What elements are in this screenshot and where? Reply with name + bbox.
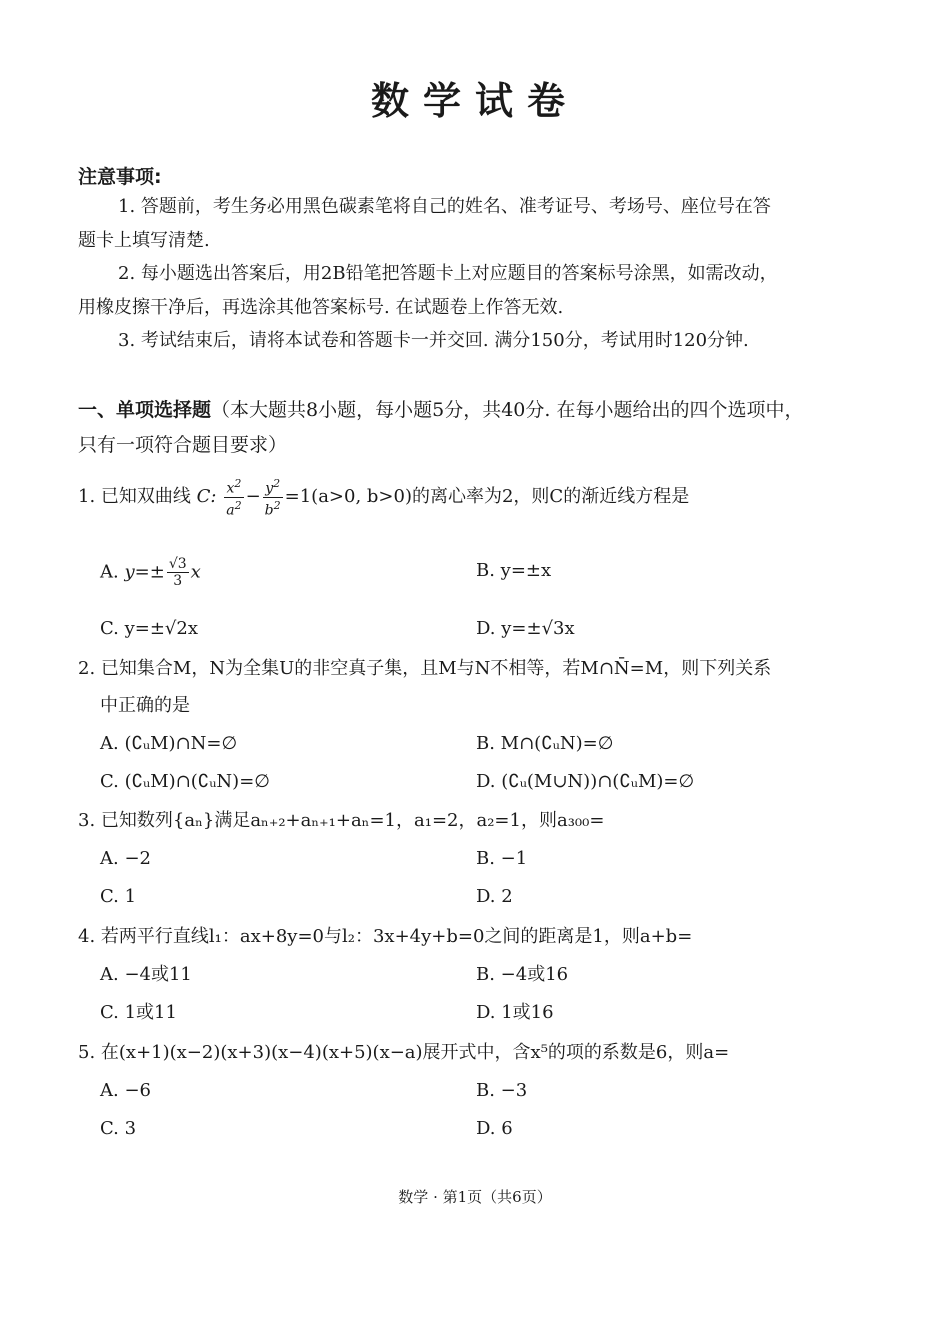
q2-option-a: A. (∁ᵤM)∩N=∅	[100, 733, 238, 754]
q1-option-c: C. y=±√2x	[100, 618, 198, 639]
q5-option-c: C. 3	[100, 1118, 137, 1139]
q3-option-d: D. 2	[476, 886, 513, 907]
section-1-desc: （本大题共8小题，每小题5分，共40分. 在每小题给出的四个选项中，	[211, 399, 804, 421]
q4-option-b: B. −4或16	[476, 964, 569, 985]
q4-option-d: D. 1或16	[476, 1002, 554, 1023]
question-2-stem-1: 2. 已知集合M，N为全集U的非空真子集，且M与N不相等，若M∩N̄=M，则下列关系	[78, 658, 772, 679]
q1-tail: =1(a>0, b>0)的离心率为2，则C的渐近线方程是	[284, 486, 690, 508]
q1-option-b: B. y=±x	[476, 560, 552, 581]
q3-option-c: C. 1	[100, 886, 137, 907]
page-title: 数学试卷	[370, 79, 579, 123]
q1-a-num: √3	[168, 556, 187, 572]
question-2-stem-2: 中正确的是	[100, 695, 190, 716]
notice-line-5: 3. 考试结束后，请将本试卷和答题卡一并交回. 满分150分，考试用时120分钟.	[118, 330, 749, 351]
q1-a-frac	[167, 556, 189, 589]
q1-a-den: 3	[173, 573, 183, 589]
q1-option-d: D. y=±√3x	[476, 618, 575, 639]
question-1-stem: 1. 已知双曲线 C: $\frac{x^2}{a^2}$ − $\frac{y^2}{b^2}$ =1(a>0, b>0)的离心率为2，则C的渐近线方程是	[78, 477, 690, 519]
q1-option-a	[100, 556, 201, 589]
question-3-stem: 3. 已知数列{aₙ}满足aₙ₊₂+aₙ₊₁+aₙ=1，a₁=2，a₂=1，则a₃₀₀=	[78, 810, 605, 831]
question-4-stem: 4. 若两平行直线l₁：ax+8y=0与l₂：3x+4y+b=0之间的距离是1，则a+b=	[78, 926, 693, 947]
q4-option-c: C. 1或11	[100, 1002, 177, 1023]
q5-option-b: B. −3	[476, 1080, 528, 1101]
q1-a-tail: x	[190, 561, 201, 583]
q2-option-c: C. (∁ᵤM)∩(∁ᵤN)=∅	[100, 771, 270, 792]
section-1-desc-2: 只有一项符合题目要求）	[78, 434, 288, 456]
question-5-stem: 5. 在(x+1)(x−2)(x+3)(x−4)(x+5)(x−a)展开式中，含x⁵的项的系数是6，则a=	[78, 1042, 730, 1063]
q1-prefix: 1. 已知双曲线	[78, 486, 191, 508]
notice-heading: 注意事项:	[78, 166, 162, 188]
q2-option-d: D. (∁ᵤ(M∪N))∩(∁ᵤM)=∅	[476, 771, 695, 792]
notice-line-2: 题卡上填写清楚.	[78, 230, 210, 251]
section-1-title: 一、单项选择题	[78, 399, 212, 421]
q3-option-b: B. −1	[476, 848, 528, 869]
q1-frac-y: $\frac{y^2}{b^2}$	[264, 477, 281, 519]
section-1-heading	[78, 395, 803, 422]
q1-frac-x: $\frac{x^2}{a^2}$	[226, 477, 242, 519]
notice-line-4: 用橡皮擦干净后，再选涂其他答案标号. 在试题卷上作答无效.	[78, 297, 564, 318]
q1-a-label: A.	[100, 561, 119, 583]
q1-a-expr: y=±	[124, 561, 165, 583]
q5-option-a: A. −6	[100, 1080, 151, 1101]
notice-line-1: 1. 答题前，考生务必用黑色碳素笔将自己的姓名、准考证号、考场号、座位号在答	[118, 196, 771, 217]
q2-option-b: B. M∩(∁ᵤN)=∅	[476, 733, 614, 754]
q4-option-a: A. −4或11	[100, 964, 192, 985]
page-footer: 数学 · 第1页（共6页）	[398, 1188, 552, 1206]
q3-option-a: A. −2	[100, 848, 151, 869]
notice-line-3: 2. 每小题选出答案后，用2B铅笔把答题卡上对应题目的答案标号涂黑，如需改动，	[118, 263, 778, 284]
q1-c: C:	[196, 486, 217, 508]
q5-option-d: D. 6	[476, 1118, 513, 1139]
